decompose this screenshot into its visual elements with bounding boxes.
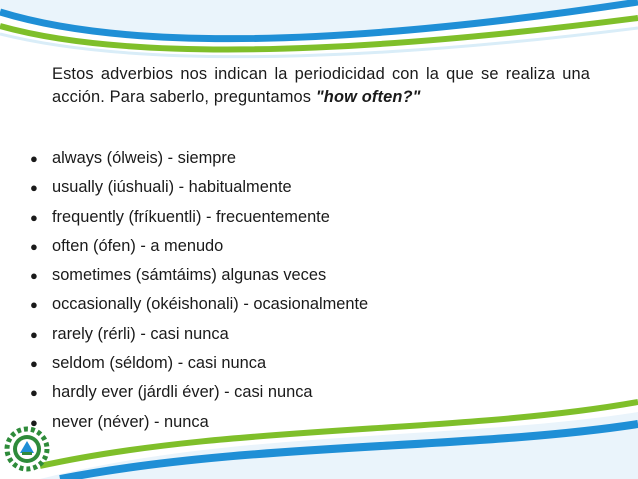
intro-question: "how often?" [315,88,421,106]
bullet-icon: ● [30,414,38,430]
list-item-text: seldom (séldom) - casi nunca [52,354,267,373]
list-item [30,408,368,437]
bullet-icon: ● [30,326,38,342]
list-item [30,173,368,202]
bullet-icon: ● [30,385,38,401]
bullet-icon: ● [30,209,38,225]
list-item [30,261,368,290]
list-item [30,144,368,173]
list-item-text: frequently (fríkuentli) - frecuentemente [52,207,330,226]
list-item-text: never (néver) - nunca [52,412,209,431]
bullet-icon: ● [30,268,38,284]
intro-text: Estos adverbios nos indican la periodicidad con la que se realiza una acción. Para saberlo, preguntamos [52,65,590,106]
bullet-icon: ● [30,151,38,166]
bullet-icon: ● [30,180,38,196]
adverb-list [30,144,368,437]
list-item [30,378,368,407]
list-item-text: rarely (rérli) - casi nunca [52,324,229,343]
list-item [30,320,368,349]
list-item [30,203,368,232]
bullet-icon: ● [30,356,38,372]
list-item-text: occasionally (okéishonali) - ocasionalmente [52,295,369,314]
intro-paragraph [52,63,590,109]
list-item [30,232,368,261]
list-item-text: hardly ever (járdli éver) - casi nunca [52,383,313,402]
bullet-icon: ● [30,238,38,254]
bullet-icon: ● [30,297,38,313]
list-item-text: often (ófen) - a menudo [52,236,224,255]
logo-gear-icon [4,426,50,472]
list-item-text: always (ólweis) - siempre [52,149,236,167]
list-item [30,349,368,378]
list-item-text: usually (iúshuali) - habitualmente [52,178,292,197]
list-item [30,290,368,319]
list-item-text: sometimes (sámtáims) algunas veces [52,266,327,285]
